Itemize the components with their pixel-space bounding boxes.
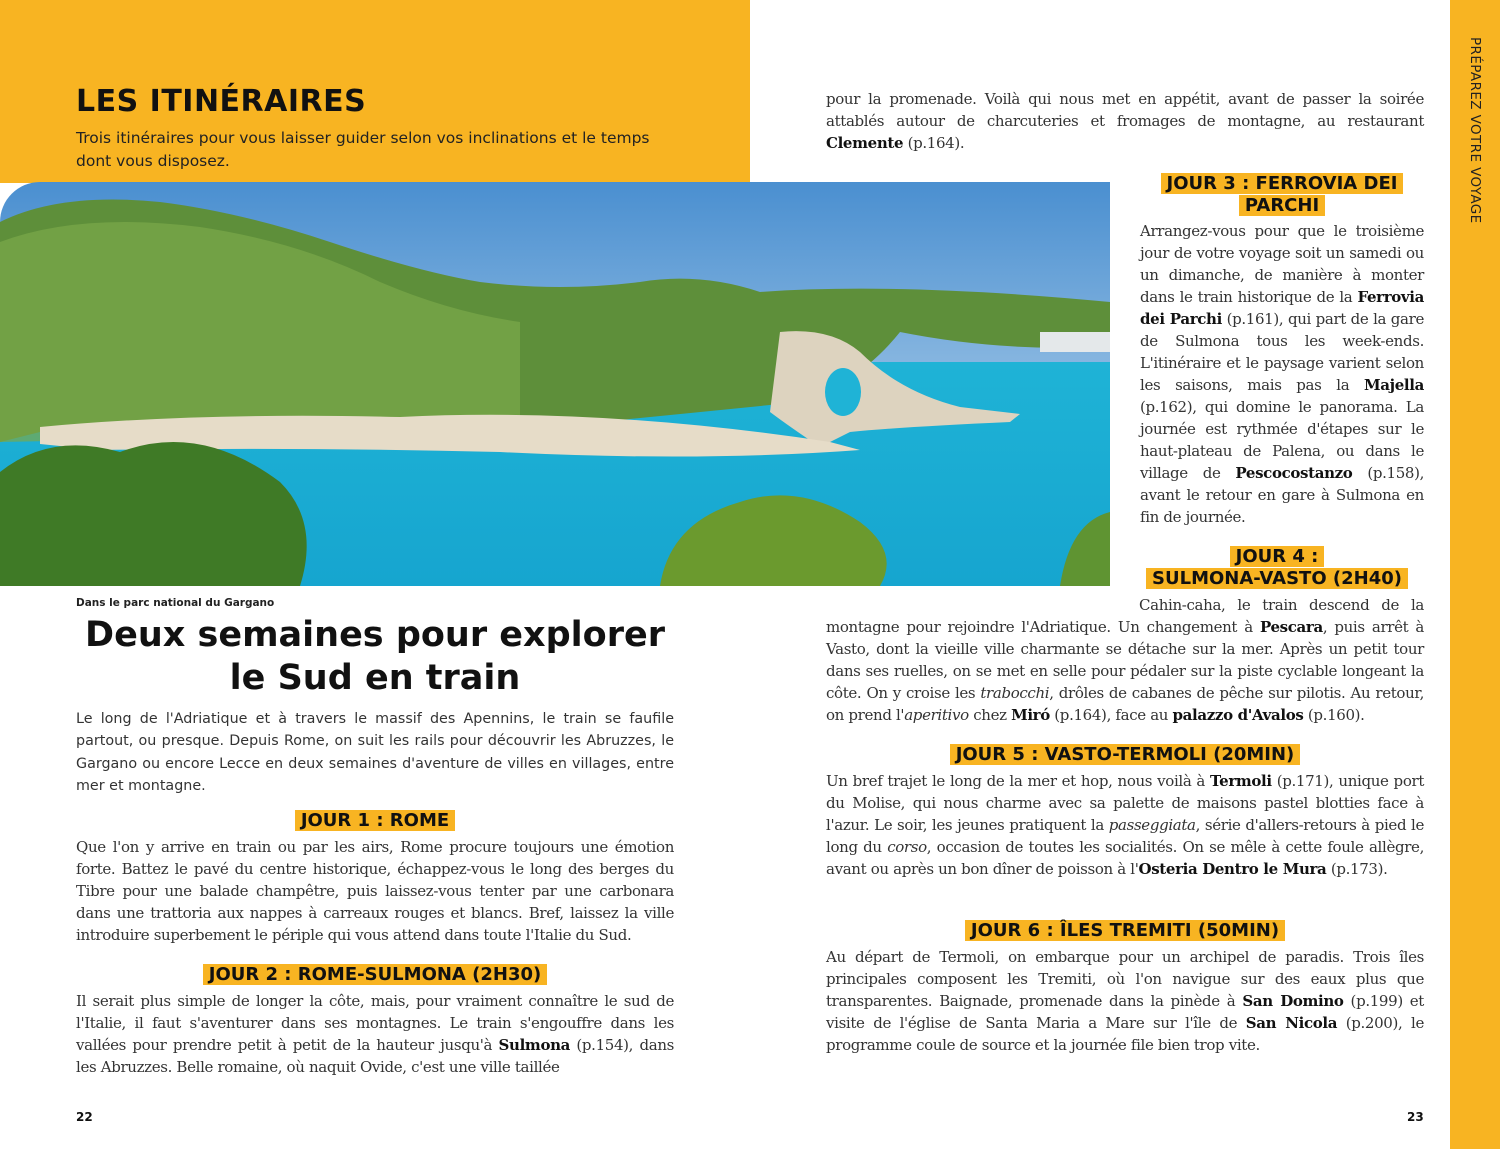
page-number-left: 22 — [76, 1110, 93, 1124]
section-subtitle: Trois itinéraires pour vous laisser guider selon vos inclinations et le temps dont vous disposez. — [76, 129, 650, 170]
day2-text: Il serait plus simple de longer la côte, mais, pour vraiment connaître le sud de l'Italie, il faut s'aventurer dans ses montagnes. Le train s'engouffre dans les vallées pour prendre petit à petit de la hauteur jusqu'à Sulmona (p.154), dans les Abruzzes. Belle romaine, où naquit Ovide, c'est une ville taillée — [76, 992, 674, 1076]
day3-heading: JOUR 3 : FERROVIA DEI PARCHI — [1140, 173, 1424, 217]
place-clemente: Clemente — [826, 134, 904, 152]
day6-text: Au départ de Termoli, on embarque pour un archipel de paradis. Trois îles principales composent les Tremiti, où l'on navigue sur des eaux plus que transparentes. Baignade, promenade dans la pinède à San Domino (p.199) et visite de l'église de Santa Maria a Mare sur l'île de San Nicola (p.200), le programme coule de source et la journée file bien trop vite. — [826, 948, 1424, 1054]
headline-line-2: le Sud en train — [229, 658, 521, 698]
day1-text: Que l'on y arrive en train ou par les airs, Rome procure toujours une émotion forte. Battez le pavé du centre historique, échappez-vous le long des berges du Tibre pour une balade champêtre, puis laissez-vous tenter par une carbonara dans une trattoria aux nappes à carreaux rouges et blancs. Bref, laissez la ville introduire superbement le périple qui vous attend dans toute l'Italie du Sud. — [76, 838, 674, 944]
headline-line-1: Deux semaines pour explorer — [85, 615, 665, 655]
day6-heading: JOUR 6 : ÎLES TREMITI (50MIN) — [826, 920, 1424, 942]
day2-continued-text: pour la promenade. Voilà qui nous met en appétit, avant de passer la soirée attablés autour de charcuteries et fromages de montagne, au restaurant Clemente (p.164). — [826, 90, 1424, 152]
place-sulmona: Sulmona — [498, 1036, 571, 1054]
section-title: LES ITINÉRAIRES — [76, 84, 367, 119]
day5-heading: JOUR 5 : VASTO-TERMOLI (20MIN) — [826, 744, 1424, 766]
day4-text: Cahin-caha, le train descend de la montagne pour rejoindre l'Adriatique. Un changement à Pescara, puis arrêt à Vasto, dont la vieille ville charmante se détache sur la mer. Après un petit tour dans ses ruelles, on se met en selle pour pédaler sur la piste cyclable longeant la côte. On y croise les trabocchi, drôles de cabanes de pêche sur pilotis. Au retour, on prend l'aperitivo chez Miró (p.164), face au palazzo d'Avalos (p.160). — [826, 596, 1425, 724]
side-tab-label: PRÉPAREZ VOTRE VOYAGE — [1467, 37, 1483, 224]
page-number-right: 23 — [1407, 1110, 1424, 1124]
landscape-image — [0, 182, 1110, 586]
photo-caption: Dans le parc national du Gargano — [76, 597, 275, 609]
intro-paragraph: Le long de l'Adriatique et à travers le massif des Apennins, le train se faufile partout, ou presque. Depuis Rome, on suit les rails pour découvrir les Abruzzes, le Gargano ou encore Lecce en deux semaines d'aventure de villes en villages, entre mer et montagne. — [76, 711, 674, 794]
gargano-photo — [0, 182, 1110, 586]
day3-text: Arrangez-vous pour que le troisième jour de votre voyage soit un samedi ou un dimanche, de manière à monter dans le train historique de la Ferrovia dei Parchi (p.161), qui part de la gare de Sulmona tous les week-ends. L'itinéraire et le paysage varient selon les saisons, mais pas la Majella (p.162), qui domine le panorama. La journée est rythmée d'étapes sur le haut-plateau de Palena, ou dans le village de Pescocostanzo (p.158), avant le retour en gare à Sulmona en fin de journée. — [1140, 222, 1424, 526]
day1-heading: JOUR 1 : ROME — [76, 810, 674, 832]
day4-heading: JOUR 4 : SULMONA-VASTO (2H40) — [1130, 546, 1424, 590]
day5-text: Un bref trajet le long de la mer et hop, nous voilà à Termoli (p.171), unique port du Molise, qui nous charme avec sa palette de maisons pastel blotties face à l'azur. Le soir, les jeunes pratiquent la passeggiata, série d'allers-retours à pied le long du corso, occasion de toutes les socialités. On se mêle à cette foule allègre, avant ou après un bon dîner de poisson à l'Osteria Dentro le Mura (p.173). — [826, 772, 1424, 878]
article-headline — [70, 614, 680, 700]
day2-heading: JOUR 2 : ROME-SULMONA (2H30) — [76, 964, 674, 986]
